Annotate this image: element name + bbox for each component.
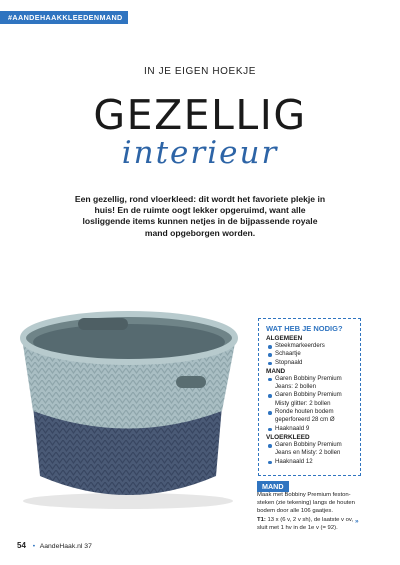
mand-instructions	[257, 491, 365, 532]
list-item: Haaknaald 12	[266, 458, 354, 466]
list-item: Schaartje	[266, 350, 354, 358]
hashtag-banner: #AANDEHAAKKLEEDENMAND	[0, 11, 128, 24]
section-head: MAND	[266, 367, 286, 375]
row-label: T1:	[257, 516, 266, 523]
script-subtitle: interieur	[121, 135, 279, 171]
folio	[17, 541, 92, 550]
list-item: Ronde houten bodem geperforeerd 28 cm Ø	[266, 408, 354, 425]
intro-text: Een gezellig, rond vloerkleed: dit wordt het favoriete plekje in huis! En de ruimte oogt lekker opgeruimd, want alle losliggende items kunnen netjes in de bijpassende royale mand opgeborgen worden.	[74, 194, 326, 238]
mand-heading: MAND	[257, 481, 289, 492]
list-item: Haaknaald 9	[266, 425, 354, 433]
folio-dot: •	[32, 543, 36, 550]
list-item: Stopnaald	[266, 359, 354, 367]
list-item: Garen Bobbiny Premium Jeans: 2 bollen	[266, 375, 354, 392]
mand-text-2: 13 x (6 v, 2 v sh), de laatste v ov, sluit met 1 hv in de 1e v (= 92).	[257, 516, 354, 531]
materials-title: WAT HEB JE NODIG?	[266, 324, 343, 333]
kicker: IN JE EIGEN HOEKJE	[144, 66, 256, 77]
page-number: 54	[17, 541, 26, 550]
section-head: VLOERKLEED	[266, 433, 310, 441]
continue-arrow: »	[355, 518, 359, 525]
mand-text-1: Maak met Bobbiny Premium feston-steken (zie tekening) langs de houten bodem door alle 106 gaatjes.	[257, 492, 355, 515]
list-item: Garen Bobbiny Premium Misty glitter: 2 bollen	[266, 391, 354, 408]
page-title: GEZELLIG	[93, 91, 307, 139]
list-item: Garen Bobbiny Premium Jeans en Misty: 2 bollen	[266, 441, 354, 458]
section-head: ALGEMEEN	[266, 335, 303, 342]
basket-photo	[0, 296, 250, 511]
magazine-name: AandeHaak.nl 37	[39, 543, 92, 550]
materials-box	[258, 318, 361, 476]
list-item: Steekmarkeerders	[266, 342, 354, 350]
